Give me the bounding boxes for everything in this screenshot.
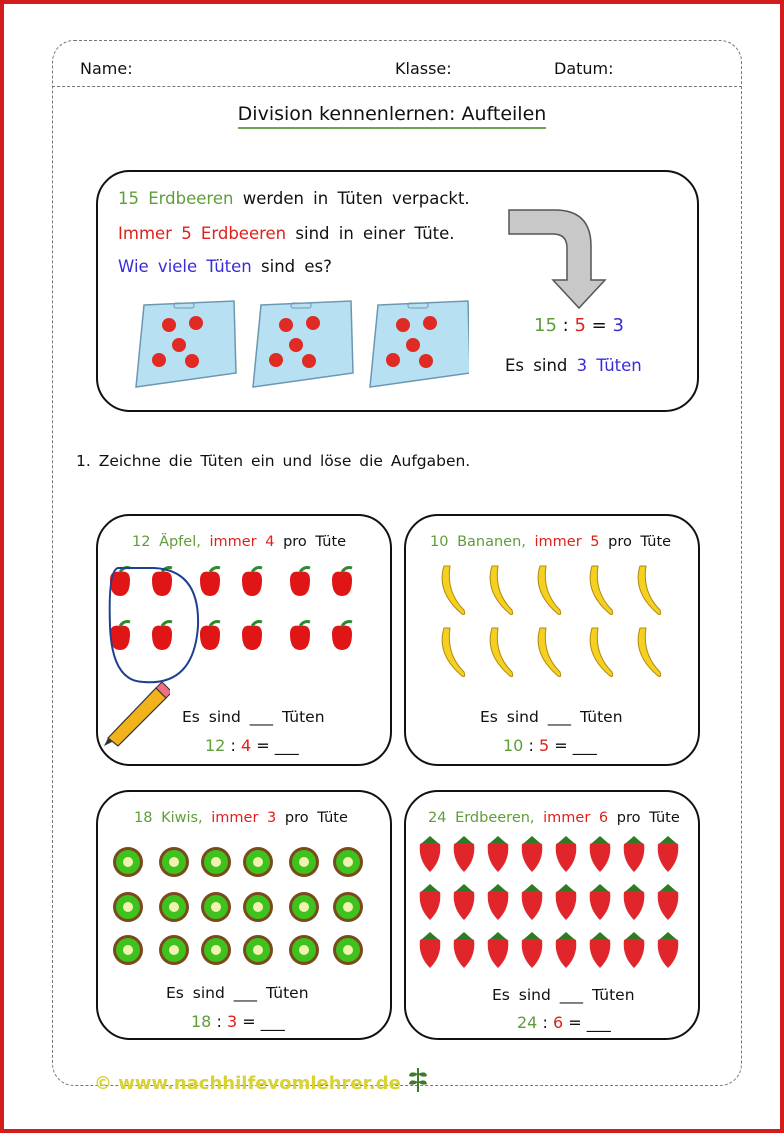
exercise-4-heading: 24 Erdbeeren, immer 6 pro Tüte [428, 810, 680, 826]
bag-group [124, 295, 469, 395]
exercise-4-equation: 24 : 6 = ___ [517, 1013, 611, 1032]
exercise-3-heading: 18 Kiwis, immer 3 pro Tüte [134, 810, 348, 826]
exercise-3-answer: Es sind ___ Tüten [166, 984, 309, 1002]
footer-url[interactable]: © www.nachhilfevomlehrer.de [94, 1073, 401, 1094]
intro-line-1: 15 Erdbeeren werden in Tüten verpackt. [118, 189, 470, 208]
strawberry-icon [420, 836, 441, 872]
header-divider [52, 86, 742, 87]
exercise-2-heading: 10 Bananen, immer 5 pro Tüte [430, 534, 672, 550]
exercise-1-answer: Es sind ___ Tüten [182, 708, 325, 726]
intro-answer: Es sind 3 Tüten [505, 356, 642, 375]
curved-arrow-icon [505, 206, 609, 312]
intro-equation: 15 : 5 = 3 [534, 315, 624, 336]
task-instruction: 1. Zeichne die Tüten ein und löse die Aufgaben. [76, 452, 471, 470]
pencil-icon [100, 680, 170, 750]
exercise-2-equation: 10 : 5 = ___ [503, 736, 597, 755]
bag-icon [253, 301, 353, 387]
exercise-2-answer: Es sind ___ Tüten [480, 708, 623, 726]
exercise-3-equation: 18 : 3 = ___ [191, 1012, 285, 1031]
exercise-4-answer: Es sind ___ Tüten [492, 986, 635, 1004]
exercise-1-equation: 12 : 4 = ___ [205, 736, 299, 755]
exercise-1-heading: 12 Äpfel, immer 4 pro Tüte [132, 534, 347, 550]
strawberry-grid [416, 836, 688, 972]
bag-icon [136, 301, 236, 387]
page-title: Division kennenlernen: Aufteilen [0, 103, 784, 125]
bag-icon [370, 301, 469, 387]
kiwi-icon [113, 847, 143, 877]
name-label: Name: [80, 59, 133, 78]
kiwi-grid [112, 846, 376, 968]
banana-icon [442, 566, 465, 615]
intro-line-2: Immer 5 Erdbeeren sind in einer Tüte. [118, 224, 455, 243]
banana-grid [434, 562, 674, 682]
leaf-icon [406, 1064, 430, 1094]
apple-icon [110, 568, 130, 597]
date-label: Datum: [554, 59, 614, 78]
intro-line-3: Wie viele Tüten sind es? [118, 257, 332, 276]
class-label: Klasse: [395, 59, 452, 78]
